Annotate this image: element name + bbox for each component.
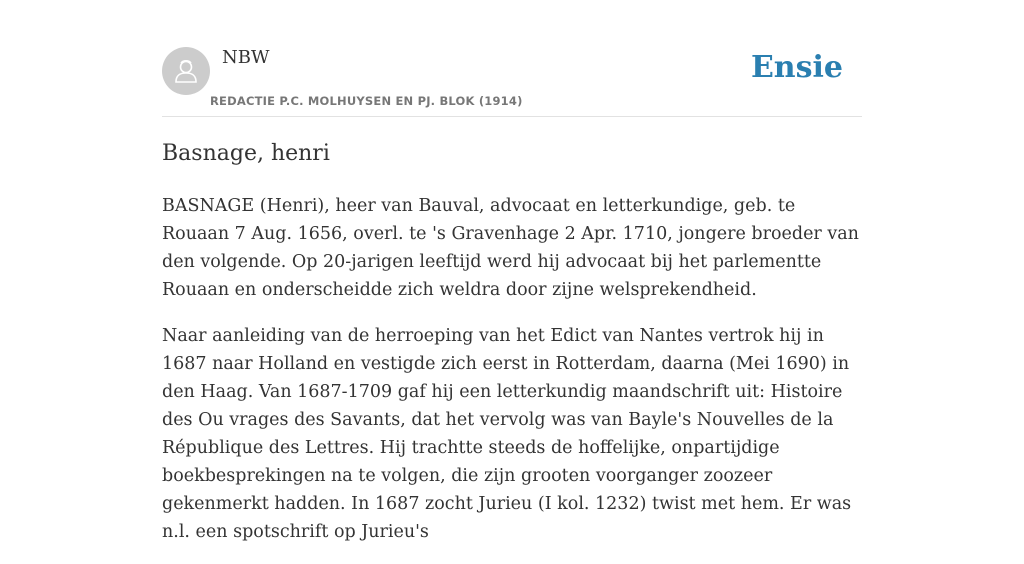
- author-name[interactable]: NBW: [222, 47, 270, 68]
- article-body: [162, 192, 862, 564]
- header: [162, 0, 862, 117]
- avatar[interactable]: [162, 47, 210, 95]
- user-icon: [171, 56, 201, 86]
- ensie-logo[interactable]: Ensie: [750, 50, 843, 85]
- source-label: REDACTIE P.C. MOLHUYSEN EN PJ. BLOK (1914): [210, 94, 523, 108]
- page-title: Basnage, henri: [162, 141, 330, 166]
- article-paragraph: Naar aanleiding van de herroeping van het Edict van Nantes vertrok hij in 1687 naar Holland en vestigde zich eerst in Rotterdam, daarna (Mei 1690) in den Haag. Van 1687-1709 gaf hij een letterkundig maandschrift uit: Histoire des Ou vrages des Savants, dat het vervolg was van Bayle's Nouvelles de la République des Lettres. Hij trachtte steeds de hoffelijke, onpartijdige boekbesprekingen na te volgen, die zijn grooten voorganger zoozeer gekenmerkt hadden. In 1687 zocht Jurieu (I kol. 1232) twist met hem. Er was n.l. een spotschrift op Jurieu's: [162, 326, 852, 542]
- page: [162, 0, 862, 542]
- article-paragraph: BASNAGE (Henri), heer van Bauval, advocaat en letterkundige, geb. te Rouaan 7 Aug. 1656, overl. te 's Gravenhage 2 Apr. 1710, jongere broeder van den volgende. Op 20-jarigen leeftijd werd hij advocaat bij het parlementte Rouaan en onderscheidde zich weldra door zijne welsprekendheid.: [162, 196, 859, 300]
